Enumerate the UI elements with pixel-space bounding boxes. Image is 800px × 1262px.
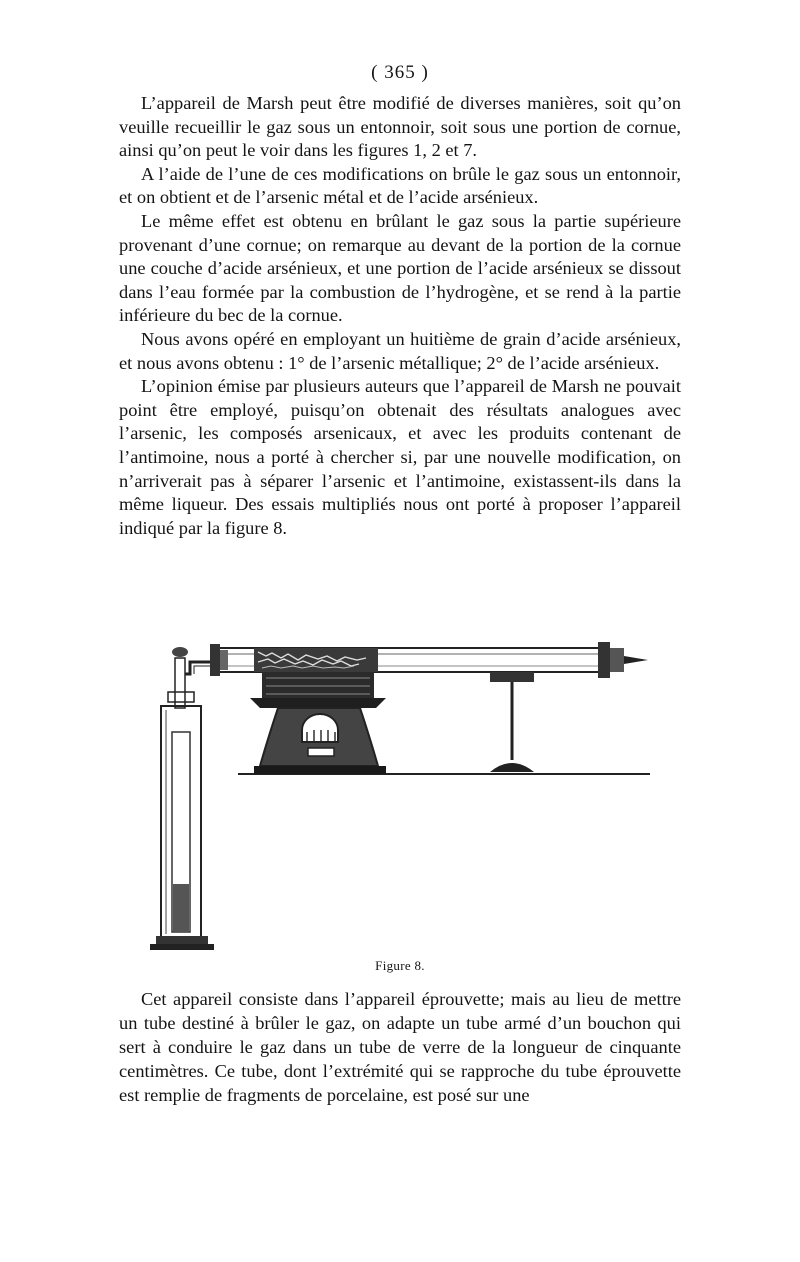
furnace: [250, 672, 386, 774]
paragraph: L’opinion émise par plusieurs auteurs que l’appareil de Marsh ne pouvait point être employé, puisqu’on obtenait des résultats analogues avec l’arsenic, les composés arsenicaux, et avec les produits contenant de l’antimoine, nous a porté à chercher si, par une nouvelle modification, on n’arriverait pas à séparer l’arsenic et l’antimoine, existassent-ils dans la même liqueur. Des essais multipliés nous ont porté à proposer l’appareil indiqué par la figure 8.: [119, 376, 681, 538]
paragraph: Cet appareil consiste dans l’appareil éprouvette; mais au lieu de mettre un tube destiné à brûler le gaz, on adapte un tube armé d’un bouchon qui sert à conduire le gaz dans un tube de verre de la longueur de cinquante centimètres. Ce tube, dont l’extrémité qui se rapproche du tube éprouvette est remplie de fragments de porcelaine, est posé sur une: [119, 989, 681, 1105]
paragraph: L’appareil de Marsh peut être modifié de diverses manières, soit qu’on veuille recueillir le gaz sous un entonnoir, soit sous une portion de cornue, ainsi qu’on peut le voir dans les figures 1, 2 et 7.: [119, 93, 681, 161]
paragraph: Nous avons opéré en employant un huitième de grain d’acide arsénieux, et nous avons obtenu : 1° de l’arsenic métallique; 2° de l’acide arsénieux.: [119, 328, 681, 373]
page-number: ( 365 ): [371, 62, 429, 83]
tube-support: [490, 672, 534, 772]
figure-8-illustration: [150, 634, 670, 954]
figure-caption: Figure 8.: [375, 958, 425, 973]
body-text-top: [119, 92, 681, 540]
paragraph: Le même effet est obtenu en brûlant le gaz sous la partie supérieure provenant d’une cornue; on remarque au devant de la portion de la cornue une couche d’acide arsénieux, et une portion de l’acide arsénieux se dissout dans l’eau formée par la combustion de l’hydrogène, et se rend à la partie inférieure du bec de la cornue.: [119, 210, 681, 326]
body-text-bottom: [119, 987, 681, 1107]
paragraph: A l’aide de l’une de ces modifications on brûle le gaz sous un entonnoir, et on obtient et de l’arsenic métal et de l’acide arsénieux.: [119, 163, 681, 208]
test-tube: [150, 647, 218, 950]
